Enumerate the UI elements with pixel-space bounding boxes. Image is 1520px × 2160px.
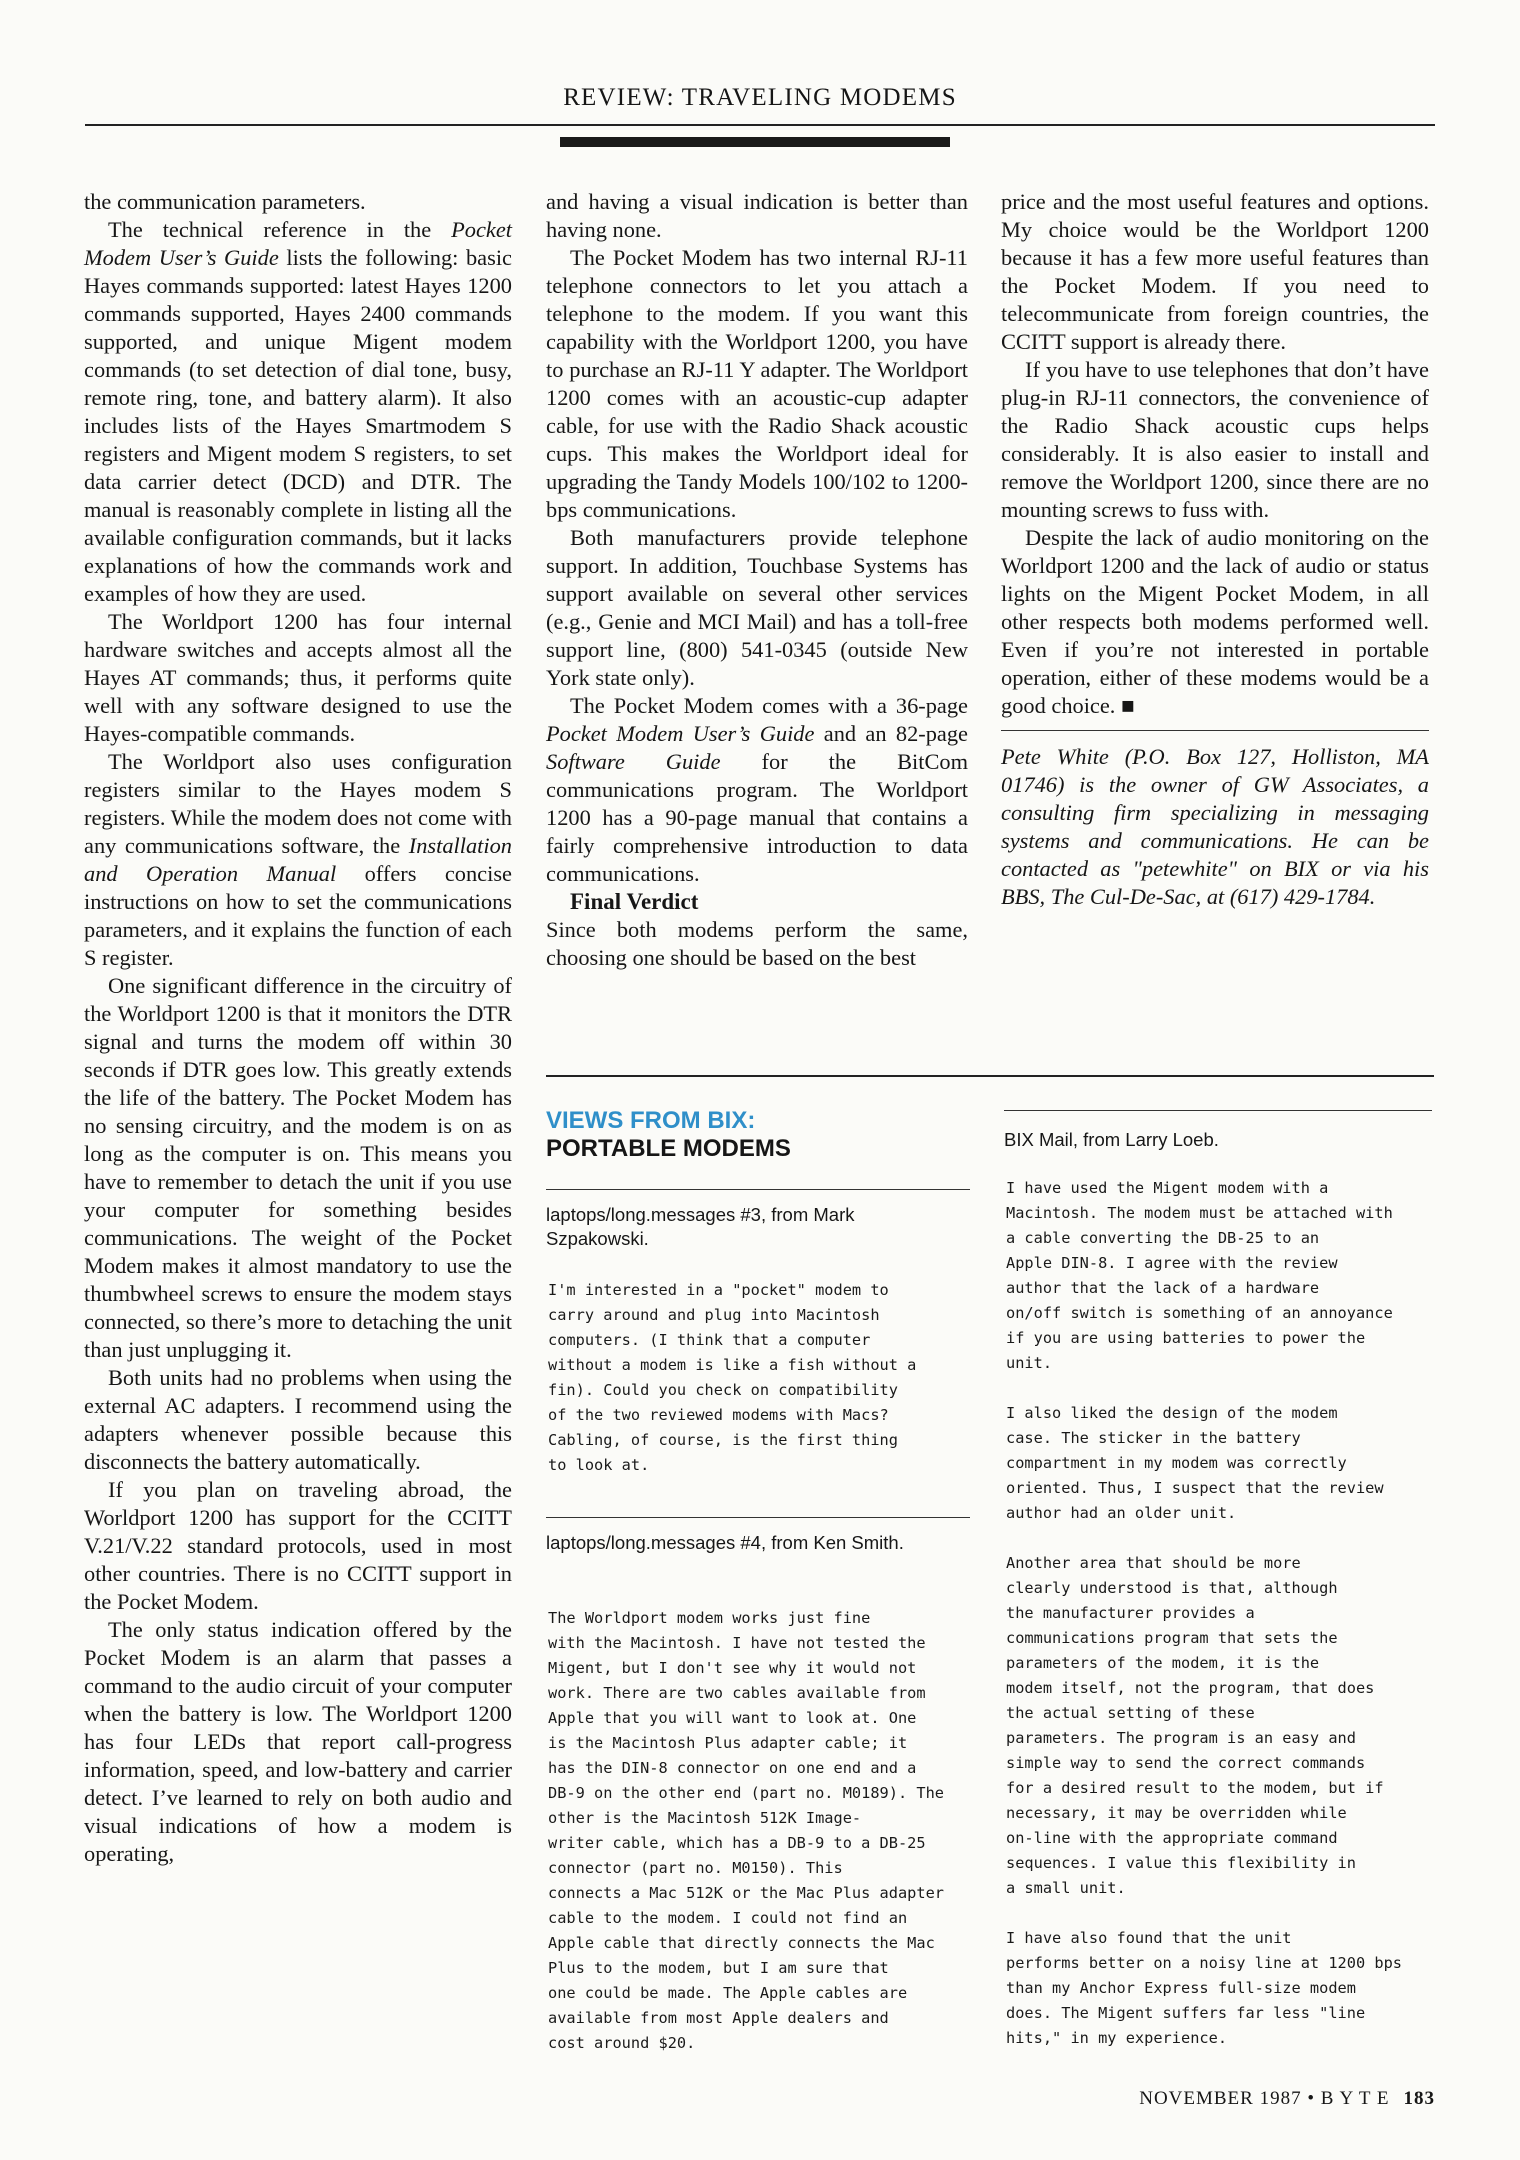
bio-rule bbox=[1001, 730, 1429, 731]
bix-msg3-body: I have used the Migent modem with a Macintosh. The modem must be attached with a cable converting the DB-25 to an Apple DIN-8. I agree with the review author that the lack of a hardware on/off switch is something of an annoyance if you are using batteries to power the unit. I also liked the design of the modem case. The sticker in the battery compartment in my modem was correctly oriented. Thus, I suspect that the review author had an older unit. Another area that should be more clearly understood is that, although the manufacturer provides a communications program that sets the parameters of the modem, it is the modem itself, not the program, that does the actual setting of these parameters. The program is an easy and simple way to send the correct commands for a desired result to the modem, but if necessary, it may be overridden while on-line with the appropriate command sequences. I value this flexibility in a small unit. I have also found that the unit performs better on a noisy line at 1200 bps than my Anchor Express full-size modem does. The Migent suffers far less "line hits," in my experience. bbox=[1006, 1179, 1403, 2047]
article-column-1 bbox=[84, 188, 512, 1868]
column-2-paragraph: The Pocket Modem comes with a 36-page Pocket Modem User’s Guide and an 82-page Software Guide for the BitCom communications program. The Worldport 1200 has a 90-page manual that contains a fairly comprehensive introduction to data communications. bbox=[546, 693, 968, 886]
bix-msg3-header: BIX Mail, from Larry Loeb. bbox=[1004, 1129, 1219, 1150]
column-3-paragraph: If you have to use telephones that don’t have plug-in RJ-11 connectors, the convenience of the Radio Shack acoustic cups helps considerably. It is also easier to install and remove the Worldport 1200, since there are no mounting screws to fuss with. bbox=[1001, 357, 1429, 522]
column-2-paragraph: and having a visual indication is better than having none. bbox=[546, 189, 968, 242]
article-column-2 bbox=[546, 188, 968, 972]
column-1-paragraph: the communication parameters. bbox=[84, 189, 366, 214]
column-3-paragraph: Despite the lack of audio monitoring on the Worldport 1200 and the lack of audio or status lights on the Migent Pocket Modem, in all other respects both modems performed well. Even if you’re not interested in portable operation, either of these modems would be a good choice. ■ bbox=[1001, 525, 1429, 718]
final-verdict-heading: Final Verdict bbox=[570, 889, 699, 914]
column-1-paragraph: The only status indication offered by the Pocket Modem is an alarm that passes a command to the audio circuit of your computer when the battery is low. The Worldport 1200 has four LEDs that report call-progress information, speed, and low-battery and carrier detect. I’ve learned to rely on both audio and visual indications of how a modem is operating, bbox=[84, 1617, 512, 1866]
bix-msg1-rule bbox=[546, 1189, 970, 1190]
final-verdict-text: Since both modems perform the same, choosing one should be based on the best bbox=[546, 917, 968, 970]
column-1-paragraph: Both units had no problems when using the external AC adapters. I recommend using the adapters whenever possible because this disconnects the battery automatically. bbox=[84, 1365, 512, 1474]
column-2-paragraph: Both manufacturers provide telephone support. In addition, Touchbase Systems has support available on several other services (e.g., Genie and MCI Mail) and has a toll-free support line, (800) 541-0345 (outside New York state only). bbox=[546, 525, 968, 690]
page-footer bbox=[1040, 2088, 1435, 2110]
bix-msg2-body: The Worldport modem works just fine with the Macintosh. I have not tested the Migent, but I don't see why it would not work. There are two cables available from Apple that you will want to look at. One is the Macintosh Plus adapter cable; it has the DIN-8 connector on one end and a DB-9 on the other end (part no. M0189). The other is the Macintosh 512K Image- writer cable, which has a DB-9 to a DB-25 connector (part no. M0150). This connects a Mac 512K or the Mac Plus adapter cable to the modem. I could not find an Apple cable that directly connects the Mac Plus to the modem, but I am sure that one could be made. The Apple cables are available from most Apple dealers and cost around $20. bbox=[548, 1609, 945, 2052]
bix-title-line2: PORTABLE MODEMS bbox=[546, 1135, 791, 1162]
running-header: REVIEW: TRAVELING MODEMS bbox=[563, 84, 957, 111]
column-1-paragraph: The Worldport also uses configuration registers similar to the Hayes modem S registers. While the modem does not come with any communications software, the Installation and Operation Manual offers concise instructions on how to set the communications parameters, and it explains the function of each S register. bbox=[84, 749, 512, 970]
bix-msg2-rule bbox=[546, 1517, 970, 1518]
column-1-paragraph: The technical reference in the Pocket Modem User’s Guide lists the following: basic Hayes commands supported: latest Hayes 1200 commands supported, Hayes 2400 commands supported, and unique Migent modem commands (to set detection of dial tone, busy, remote ring, tone, and battery alarm). It also includes lists of the Hayes Smartmodem S registers and Migent modem S registers, to set data carrier detect (DCD) and DTR. The manual is reasonably complete in listing all the available configuration commands, but it lacks explanations of how the commands work and examples of how they are used. bbox=[84, 217, 512, 606]
column-1-paragraph: The Worldport 1200 has four internal hardware switches and accepts almost all the Hayes AT commands; thus, it performs quite well with any software designed to use the Hayes-compatible commands. bbox=[84, 609, 512, 746]
author-bio: Pete White (P.O. Box 127, Holliston, MA 01746) is the owner of GW Associates, a consulting firm specializing in messaging systems and communications. He can be contacted as "petewhite" on BIX or via his BBS, The Cul-De-Sac, at (617) 429-1784. bbox=[1001, 744, 1429, 909]
bix-msg3-rule bbox=[1004, 1110, 1432, 1111]
column-3-paragraphs bbox=[1001, 188, 1429, 720]
page-number: 183 bbox=[1403, 2088, 1435, 2109]
bix-msg1-header: laptops/long.messages #3, from Mark Szpakowski. bbox=[546, 1204, 855, 1249]
column-3-paragraph: price and the most useful features and options. My choice would be the Worldport 1200 because it has a few more useful features than the Pocket Modem. If you need to telecommunicate from foreign countries, the CCITT support is already there. bbox=[1001, 189, 1429, 354]
column-2-paragraph: The Pocket Modem has two internal RJ-11 telephone connectors to let you attach a telephone to the modem. If you want this capability with the Worldport 1200, you have to purchase an RJ-11 Y adapter. The Worldport 1200 comes with an acoustic-cup adapter cable, for use with the Radio Shack acoustic cups. This makes the Worldport ideal for upgrading the Tandy Models 100/102 to 1200-bps communications. bbox=[546, 245, 968, 522]
bix-section-title bbox=[546, 1107, 966, 1163]
column-1-paragraph: One significant difference in the circuitry of the Worldport 1200 is that it monitors the DTR signal and turns the modem off within 30 seconds if DTR goes low. This greatly extends the life of the battery. The Pocket Modem has no sensing circuitry, and the modem is on as long as the computer is on. This means you have to remember to detach the unit if you use your computer for something besides communications. The weight of the Pocket Modem makes it almost mandatory to use the thumbwheel screws to ensure the modem stays connected, so there’s more to detaching the unit than just unplugging it. bbox=[84, 973, 512, 1362]
column-2-paragraphs bbox=[546, 188, 968, 888]
article-column-3 bbox=[1001, 188, 1429, 911]
section-rule bbox=[546, 1075, 1434, 1077]
header-bar bbox=[560, 137, 950, 147]
column-1-paragraph: If you plan on traveling abroad, the Worldport 1200 has support for the CCITT V.21/V.22 standard protocols, used in most other countries. There is no CCITT support in the Pocket Modem. bbox=[84, 1477, 512, 1614]
bix-msg1-body: I'm interested in a "pocket" modem to carry around and plug into Macintosh computers. (I think that a computer without a modem is like a fish without a fin). Could you check on compatibility of the two reviewed modems with Macs? Cabling, of course, is the first thing to look at. bbox=[548, 1281, 917, 1474]
bix-title-line1: VIEWS FROM BIX: bbox=[546, 1107, 756, 1134]
footer-issue: NOVEMBER 1987 • B Y T E bbox=[1139, 2088, 1390, 2109]
bix-msg2-header: laptops/long.messages #4, from Ken Smith. bbox=[546, 1532, 904, 1553]
header-rule bbox=[85, 124, 1435, 126]
